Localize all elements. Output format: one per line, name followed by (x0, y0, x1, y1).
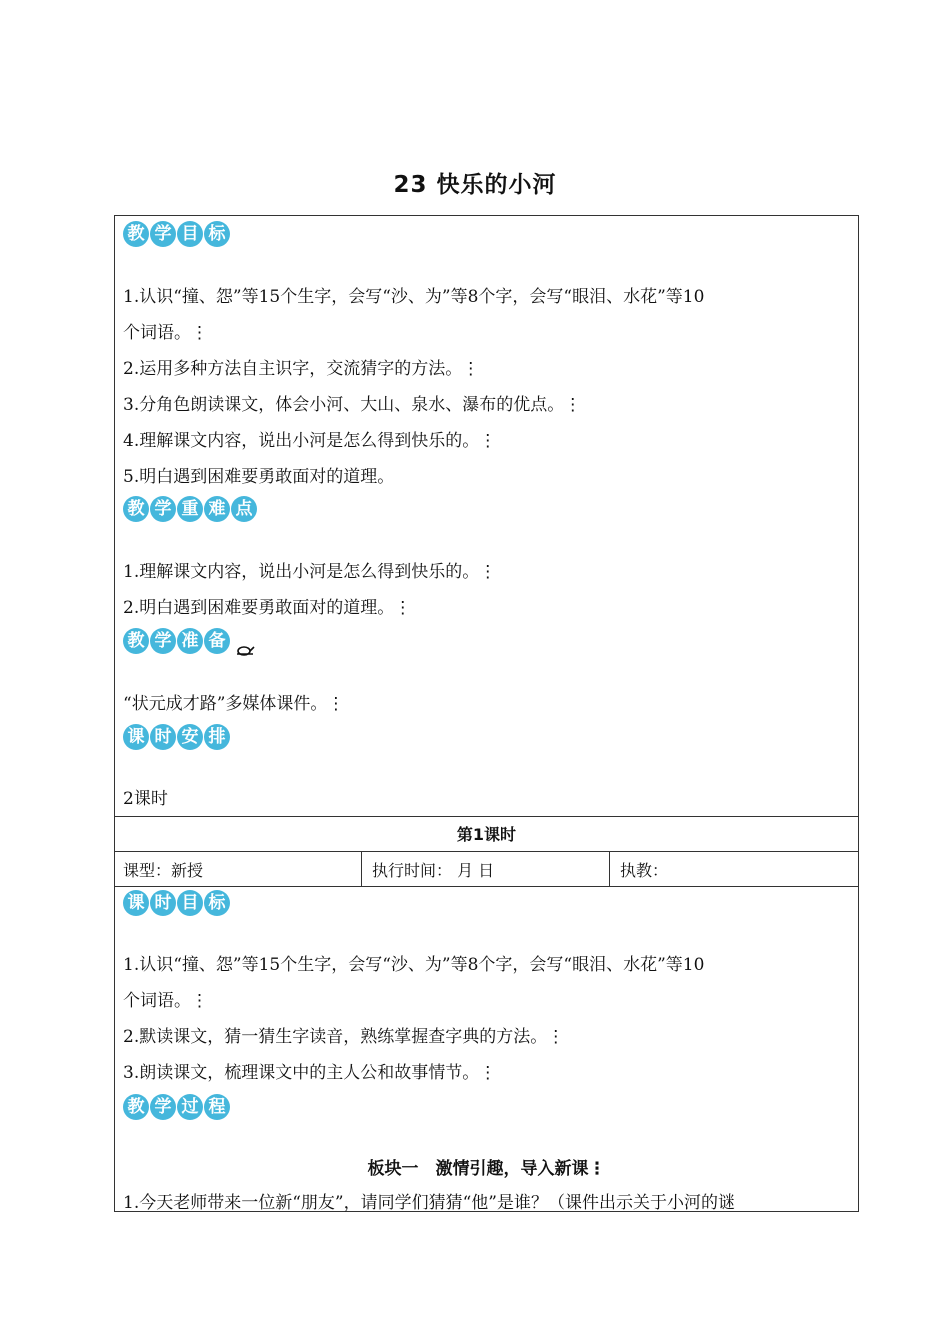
badge-char: 重 (177, 496, 203, 522)
teaching-goals-badge (123, 221, 230, 247)
lesson-goal-line: 2.默读课文，猜一猜生字读音，熟练掌握查字典的方法。⋮ (123, 1027, 565, 1047)
goal-line: 个词语。⋮ (123, 323, 208, 343)
goal-line: 1.认识“撞、怨”等15个生字，会写“沙、为”等8个字，会写“眼泪、水花”等10 (123, 287, 705, 307)
badge-char: 目 (177, 890, 203, 916)
lesson-goal-line: 3.朗读课文，梳理课文中的主人公和故事情节。⋮ (123, 1063, 497, 1083)
goal-line: 3.分角色朗读课文，体会小河、大山、泉水、瀑布的优点。⋮ (123, 395, 582, 415)
goal-line: 4.理解课文内容，说出小河是怎么得到快乐的。⋮ (123, 431, 497, 451)
goal-line: 5.明白遇到困难要勇敢面对的道理。 (123, 467, 395, 487)
badge-char: 过 (177, 1094, 203, 1120)
badge-char: 学 (150, 628, 176, 654)
execution-time: 执行时间： 月 日 (372, 861, 495, 880)
badge-char: 备 (204, 628, 230, 654)
badge-char: 学 (150, 1094, 176, 1120)
badge-char: 课 (123, 724, 149, 750)
lesson-goal-line: 个词语。⋮ (123, 991, 208, 1011)
key-point-line: 2.明白遇到困难要勇敢面对的道理。⋮ (123, 598, 412, 618)
section-title: 板块一 激情引趣，导入新课⋮ (367, 1159, 606, 1179)
badge-char: 标 (204, 221, 230, 247)
badge-char: 教 (123, 628, 149, 654)
schedule-line: 2课时 (123, 789, 168, 809)
badge-char: 标 (204, 890, 230, 916)
badge-char: 课 (123, 890, 149, 916)
divider (115, 851, 858, 852)
badge-char: 难 (204, 496, 230, 522)
lesson-goal-line: 1.认识“撞、怨”等15个生字，会写“沙、为”等8个字，会写“眼泪、水花”等10 (123, 955, 705, 975)
page-title: 23 快乐的小河 (393, 172, 557, 198)
key-point-line: 1.理解课文内容，说出小河是怎么得到快乐的。⋮ (123, 562, 497, 582)
badge-char: 学 (150, 221, 176, 247)
badge-char: 准 (177, 628, 203, 654)
key-points-badge (123, 496, 257, 522)
divider (115, 886, 858, 887)
badge-char: 学 (150, 496, 176, 522)
process-line: 1.今天老师带来一位新“朋友”，请同学们猜猜“他”是谁？（课件出示关于小河的谜 (123, 1193, 735, 1213)
badge-char: 时 (150, 890, 176, 916)
goal-line: 2.运用多种方法自主识字，交流猜字的方法。⋮ (123, 359, 480, 379)
badge-char: 教 (123, 221, 149, 247)
badge-char: 教 (123, 496, 149, 522)
lesson-plan-table (114, 215, 859, 1212)
divider (361, 851, 362, 886)
badge-char: 时 (150, 724, 176, 750)
badge-char: 程 (204, 1094, 230, 1120)
badge-char: 点 (231, 496, 257, 522)
lesson-goals-badge (123, 890, 230, 916)
badge-char: 教 (123, 1094, 149, 1120)
lesson-heading: 第1课时 (456, 825, 517, 844)
teaching-process-badge (123, 1094, 230, 1120)
preparation-badge (123, 628, 230, 654)
badge-char: 安 (177, 724, 203, 750)
lesson-type: 课型：新授 (123, 861, 204, 880)
snail-icon (235, 644, 255, 656)
divider (609, 851, 610, 886)
teacher: 执教： (620, 861, 669, 880)
badge-char: 排 (204, 724, 230, 750)
schedule-badge (123, 724, 230, 750)
preparation-line: “状元成才路”多媒体课件。⋮ (123, 694, 345, 714)
divider (115, 816, 858, 817)
badge-char: 目 (177, 221, 203, 247)
